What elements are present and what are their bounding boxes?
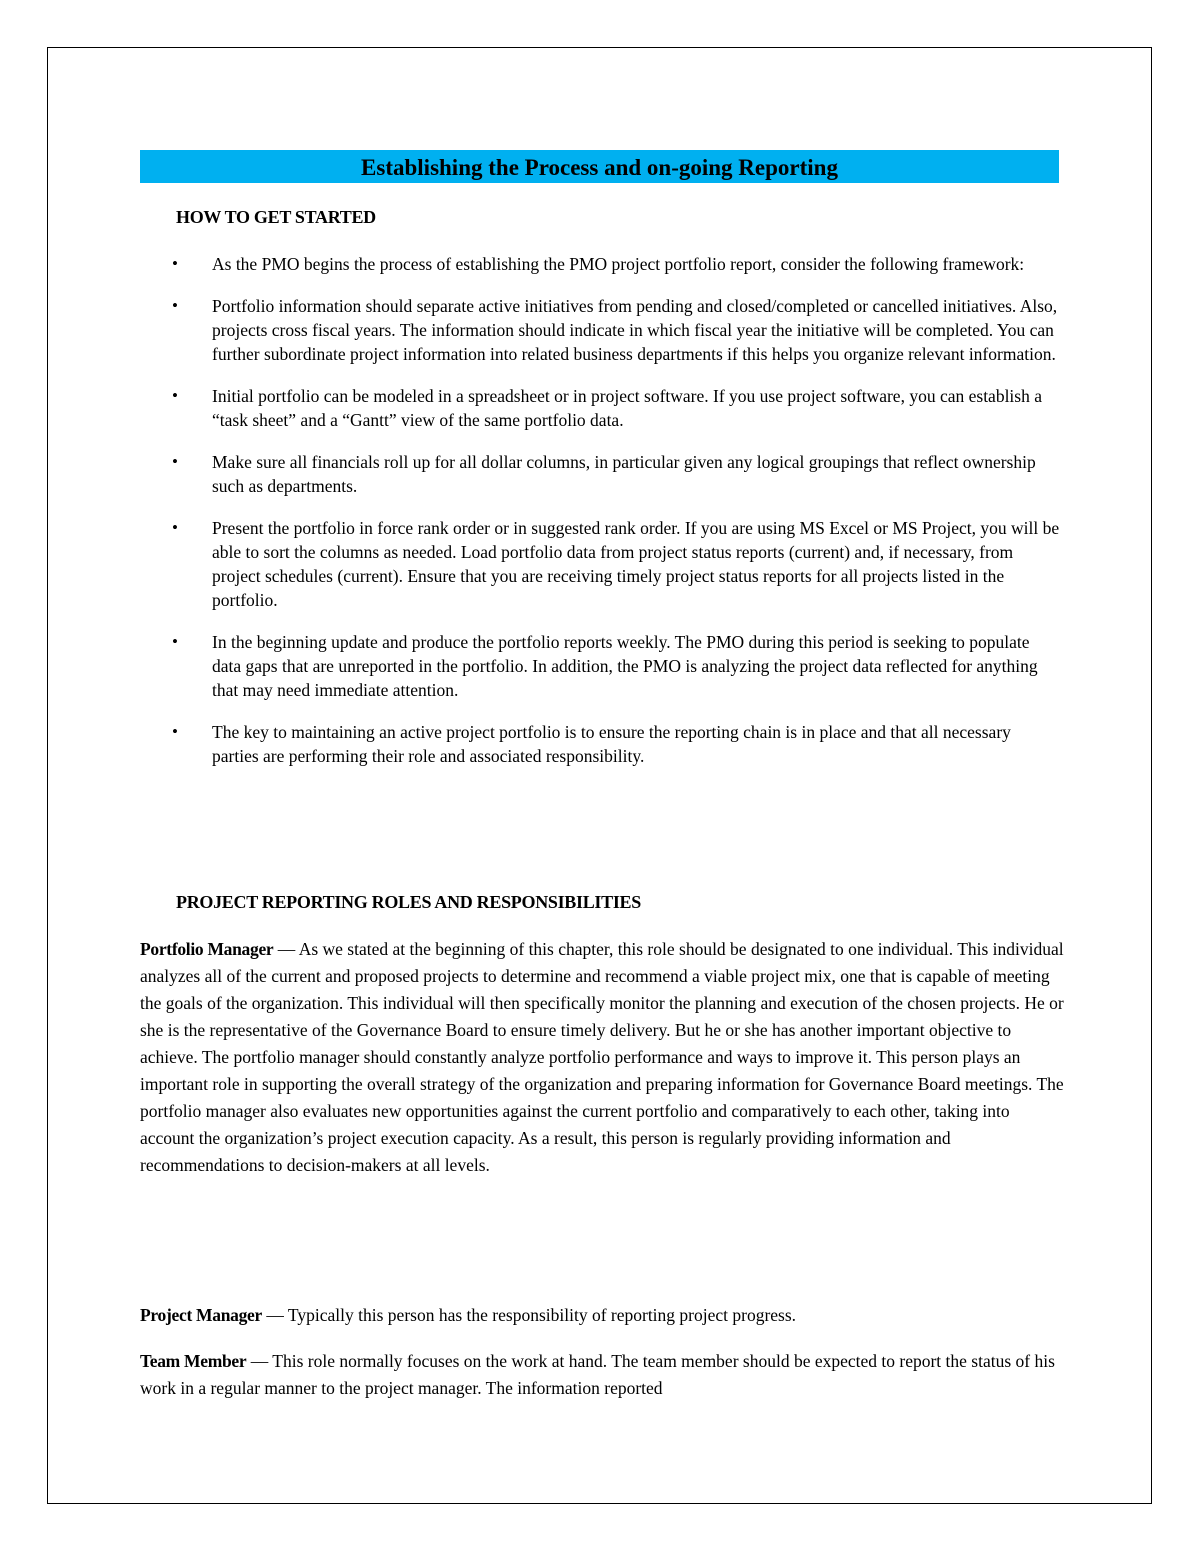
portfolio-manager-text: — As we stated at the beginning of this chapter, this role should be designated to one individual. This individual analyzes all of the current and proposed projects to determine and recommend a viable project mix, one that is capable of meeting the goals of the organization. This individual will then specifically monitor the planning and execution of the chosen projects. He or she is the representative of the Governance Board to ensure timely delivery. But he or she has another important objective to achieve. The portfolio manager should constantly analyze portfolio performance and ways to improve it. This person plays an important role in supporting the overall strategy of the organization and preparing information for Governance Board meetings. The portfolio manager also evaluates new opportunities against the current portfolio and comparatively to each other, taking into account the organization’s project execution capacity. As a result, this person is regularly providing information and recommendations to decision-makers at all levels.: [140, 939, 1064, 1175]
team-member-paragraph: [140, 1348, 1065, 1402]
project-manager-paragraph: [140, 1302, 1065, 1329]
list-item: • Portfolio information should separate active initiatives from pending and closed/completed or cancelled initiatives. Also, projects cross fiscal years. The information should indicate in which fiscal year the initiative will be completed. You can further subordinate project information into related business departments if this helps you organize relevant information.: [170, 294, 1060, 366]
framework-bullet-list: [170, 252, 1060, 786]
document-title: Establishing the Process and on-going Reporting: [140, 150, 1059, 183]
list-item: • Make sure all financials roll up for all dollar columns, in particular given any logical groupings that reflect ownership such as departments.: [170, 450, 1060, 498]
team-member-text: — This role normally focuses on the work at hand. The team member should be expected to report the status of his work in a regular manner to the project manager. The information reported: [140, 1351, 1055, 1398]
list-item: • In the beginning update and produce the portfolio reports weekly. The PMO during this period is seeking to populate data gaps that are unreported in the portfolio. In addition, the PMO is analyzing the project data reflected for anything that may need immediate attention.: [170, 630, 1060, 702]
portfolio-manager-paragraph: [140, 936, 1065, 1179]
project-manager-text: — Typically this person has the responsibility of reporting project progress.: [262, 1305, 797, 1325]
list-item: • Present the portfolio in force rank order or in suggested rank order. If you are using MS Excel or MS Project, you will be able to sort the columns as needed. Load portfolio data from project status reports (current) and, if necessary, from project schedules (current). Ensure that you are receiving timely project status reports for all projects listed in the portfolio.: [170, 516, 1060, 612]
section-heading-roles-responsibilities: PROJECT REPORTING ROLES AND RESPONSIBILITIES: [176, 892, 641, 912]
portfolio-manager-term: Portfolio Manager: [140, 939, 274, 959]
section-heading-how-to-get-started: HOW TO GET STARTED: [176, 207, 376, 227]
list-item: • As the PMO begins the process of establishing the PMO project portfolio report, consider the following framework:: [170, 252, 1060, 276]
team-member-term: Team Member: [140, 1351, 247, 1371]
list-item: • Initial portfolio can be modeled in a spreadsheet or in project software. If you use project software, you can establish a “task sheet” and a “Gantt” view of the same portfolio data.: [170, 384, 1060, 432]
project-manager-term: Project Manager: [140, 1305, 262, 1325]
list-item: • The key to maintaining an active project portfolio is to ensure the reporting chain is in place and that all necessary parties are performing their role and associated responsibility.: [170, 720, 1060, 768]
